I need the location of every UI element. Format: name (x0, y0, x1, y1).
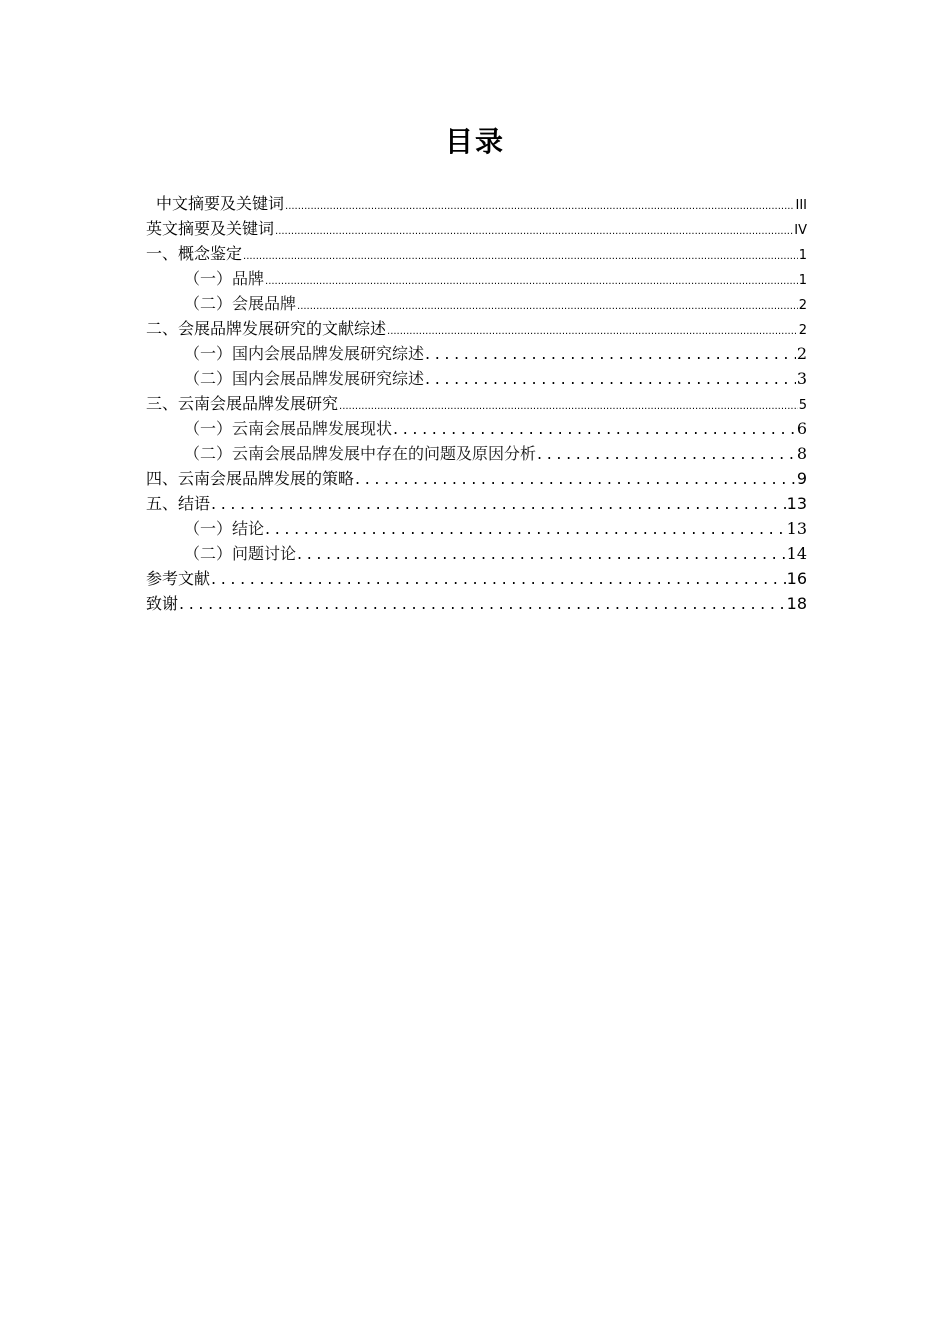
dot-leader (275, 219, 793, 241)
dot-leader (179, 591, 786, 616)
toc-entry-label: 五、结语 (146, 494, 211, 513)
toc-entry-label: 一、概念鉴定 (146, 244, 243, 263)
toc-entry-page: 13 (786, 519, 807, 538)
dot-leader (355, 466, 796, 491)
dot-leader (537, 441, 796, 466)
toc-entry[interactable] (146, 391, 807, 416)
page-title: 目录 (444, 125, 505, 158)
toc-entry-page: 3 (796, 369, 807, 388)
dot-leader (297, 294, 798, 316)
toc-entry-label: 三、云南会展品牌发展研究 (146, 394, 339, 413)
dot-leader (425, 341, 796, 366)
toc-entry-label: （一）品牌 (184, 269, 265, 288)
dot-leader (265, 516, 786, 541)
toc-entry-page: IV (794, 223, 807, 238)
dot-leader (425, 366, 796, 391)
toc-entry[interactable] (146, 241, 807, 266)
toc-entry-page: 2 (798, 298, 807, 313)
toc-entry-page: 8 (796, 444, 807, 463)
toc-entry-label: （二）国内会展品牌发展研究综述 (184, 369, 425, 388)
dot-leader (211, 491, 786, 516)
toc-entry-label: 致谢 (146, 594, 179, 613)
toc-entry-page: 14 (786, 544, 807, 563)
toc-entry[interactable] (146, 316, 807, 341)
dot-leader (211, 566, 786, 591)
toc-entry-label: 四、云南会展品牌发展的策略 (146, 469, 355, 488)
toc-entry-page: 1 (798, 248, 807, 263)
toc-entry-label: 二、会展品牌发展研究的文献综述 (146, 319, 387, 338)
toc-entry-page: 1 (798, 273, 807, 288)
toc-entry-label: （一）国内会展品牌发展研究综述 (184, 344, 425, 363)
toc-entry-page: III (795, 198, 807, 213)
toc-entry[interactable] (146, 366, 807, 391)
toc-entry-page: 5 (798, 398, 807, 413)
toc-entry-page: 13 (786, 494, 807, 513)
dot-leader (285, 194, 794, 216)
toc-entry-label: （二）会展品牌 (184, 294, 297, 313)
dot-leader (265, 269, 798, 291)
toc-entry[interactable] (146, 516, 807, 541)
toc-entry-label: （二）问题讨论 (184, 544, 297, 563)
toc-entry-page: 2 (796, 344, 807, 363)
toc-entry[interactable] (146, 416, 807, 441)
dot-leader (243, 244, 798, 266)
toc-entry[interactable] (146, 341, 807, 366)
toc-entry-page: 18 (786, 594, 807, 613)
toc-entry-label: （二）云南会展品牌发展中存在的问题及原因分析 (184, 444, 537, 463)
toc-entry-page: 2 (798, 323, 807, 338)
toc-entry[interactable] (146, 541, 807, 566)
toc-entry-label: 中文摘要及关键词 (156, 194, 285, 213)
toc-entry[interactable] (146, 466, 807, 491)
toc-entry[interactable] (146, 566, 807, 591)
toc-entry[interactable] (146, 191, 807, 216)
toc-entry[interactable] (146, 266, 807, 291)
toc-entry-label: （一）结论 (184, 519, 265, 538)
toc-entry[interactable] (146, 216, 807, 241)
table-of-contents (146, 191, 807, 616)
toc-entry-label: （一）云南会展品牌发展现状 (184, 419, 393, 438)
toc-entry-label: 英文摘要及关键词 (146, 219, 275, 238)
dot-leader (393, 416, 796, 441)
toc-entry-page: 9 (796, 469, 807, 488)
dot-leader (339, 394, 798, 416)
toc-entry[interactable] (146, 291, 807, 316)
toc-entry-page: 16 (786, 569, 807, 588)
dot-leader (387, 319, 798, 341)
toc-entry[interactable] (146, 441, 807, 466)
toc-entry-page: 6 (796, 419, 807, 438)
dot-leader (297, 541, 786, 566)
toc-entry[interactable] (146, 491, 807, 516)
toc-entry-label: 参考文献 (146, 569, 211, 588)
toc-entry[interactable] (146, 591, 807, 616)
